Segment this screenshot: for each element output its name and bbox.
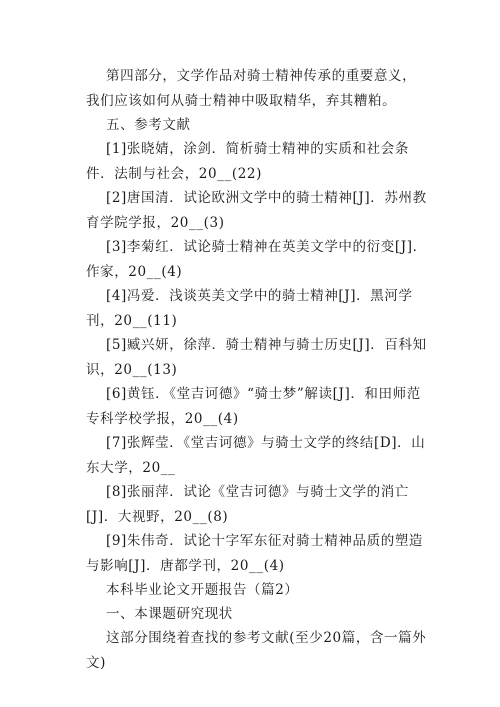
next-report-title: 本科毕业论文开题报告（篇2） — [106, 582, 299, 598]
section-one-text: 这部分围绕着查找的参考文献(至少20篇，含一篇外文) — [86, 630, 427, 671]
reference-item-8: [8]张丽萍．试论《堂吉诃德》与骑士文学的消亡[J]．大视野，20__(8) — [86, 484, 409, 525]
references-heading: 五、参考文献 — [106, 117, 191, 133]
reference-item-2: [2]唐国清．试论欧洲文学中的骑士精神[J]．苏州教育学院学报，20__(3) — [86, 190, 427, 231]
reference-item-9: [9]朱伟奇．试论十字军东征对骑士精神品质的塑造与影响[J]．唐都学刊，20__(4) — [86, 533, 424, 574]
reference-item-6: [6]黄钰．《堂吉诃德》“骑士梦”解读[J]．和田师范专科学校学报，20__(4) — [86, 386, 421, 427]
reference-item-1: [1]张晓婧，涂剑．简析骑士精神的实质和社会条件．法制与社会，20__(22) — [86, 141, 409, 182]
reference-item-7: [7]张辉莹．《堂吉诃德》与骑士文学的终结[D]．山东大学，20__ — [86, 435, 426, 476]
paragraph-part-four: 第四部分，文学作品对骑士精神传承的重要意义，我们应该如何从骑士精神中吸取精华，弃其糟粕。 — [86, 68, 417, 109]
reference-item-4: [4]冯爱．浅谈英美文学中的骑士精神[J]．黑河学刊，20__(11) — [86, 288, 413, 329]
reference-item-3: [3]李菊红．试论骑士精神在英美文学中的衍变[J]．作家，20__(4) — [86, 239, 427, 280]
section-one-heading: 一、本课题研究现状 — [106, 606, 233, 622]
reference-item-5: [5]臧兴妍，徐萍．骑士精神与骑士历史[J]．百科知识，20__(13) — [86, 337, 427, 378]
